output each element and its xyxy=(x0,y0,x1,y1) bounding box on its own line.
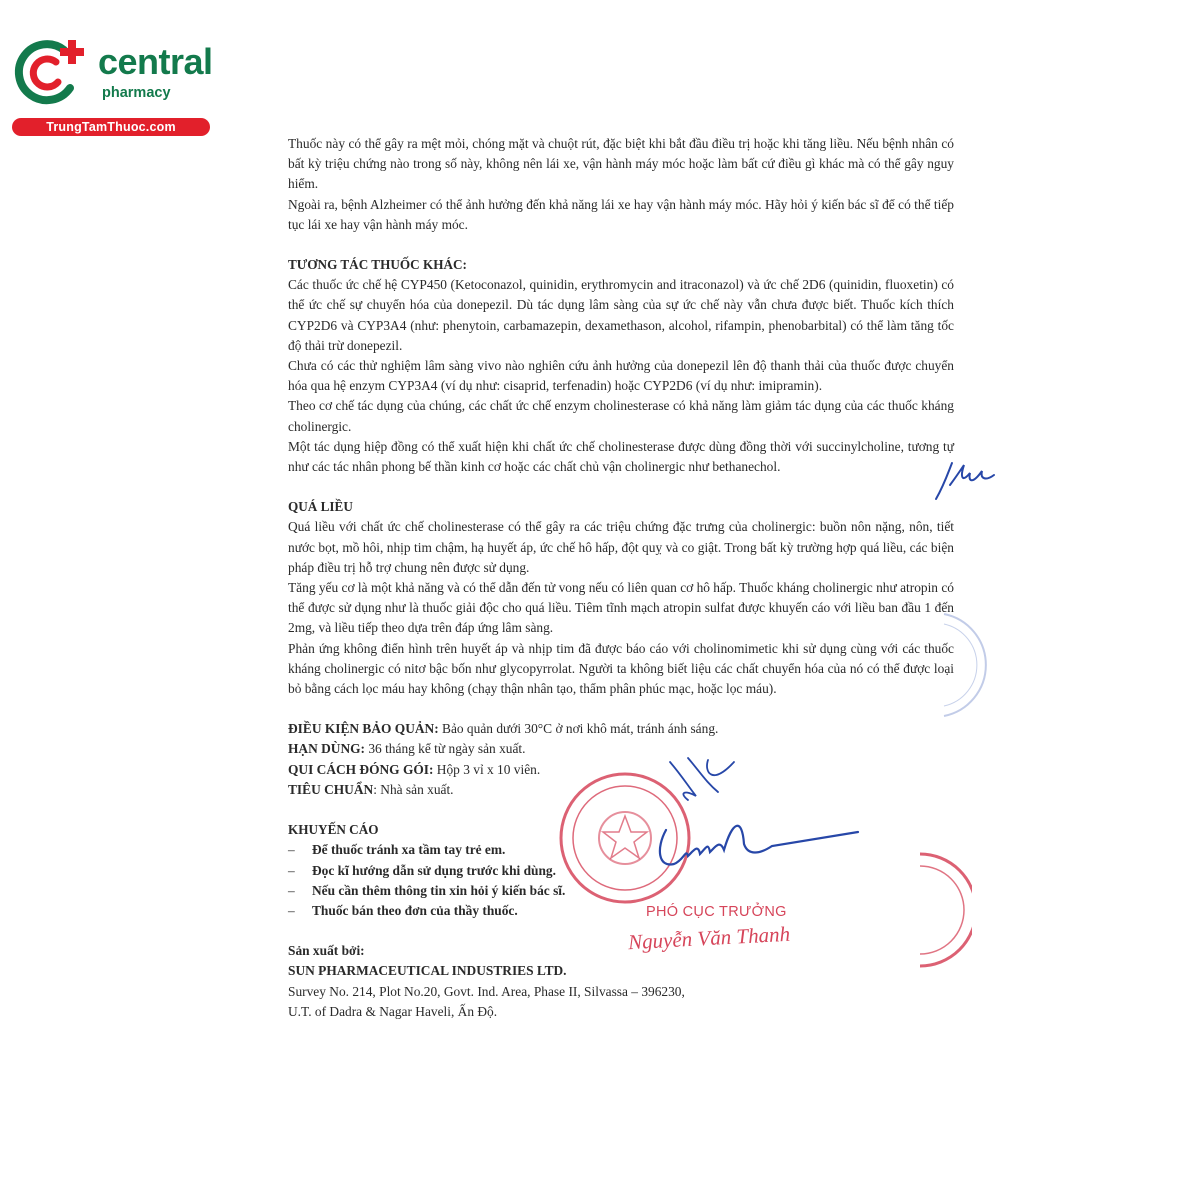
manufacturer-address-line-1: Survey No. 214, Plot No.20, Govt. Ind. Area, Phase II, Silvassa – 396230, xyxy=(288,983,685,999)
expiry-line xyxy=(288,739,954,759)
interactions-paragraph-4: Một tác dụng hiệp đồng có thể xuất hiện khi chất ức chế cholinesterase được dùng đồng thời với succinylcholine, tương tự như các tác nhân phong bế thần kinh cơ hoặc các chất chủ vận cholinergic như bethanechol. xyxy=(288,438,954,475)
leaflet-page xyxy=(288,134,954,1022)
signatory-name: Nguyễn Văn Thanh xyxy=(627,921,791,955)
pharmacy-cross-logo-icon xyxy=(12,38,92,108)
warning-text: Đọc kĩ hướng dẫn sử dụng trước khi dùng. xyxy=(312,862,556,878)
expiry-label: HẠN DÙNG: xyxy=(288,741,365,757)
expiry-value: 36 tháng kể từ ngày sản xuất. xyxy=(365,741,526,757)
overdose-section xyxy=(288,497,954,699)
signatory-title: PHÓ CỤC TRƯỞNG xyxy=(646,904,787,920)
overdose-paragraph-3: Phản ứng không điển hình trên huyết áp và nhịp tim đã được báo cáo với cholinomimetic khi sử dụng cùng với các thuốc kháng cholinergic có nitơ bậc bốn như glycopyrrolat. Người ta không biết liệu các chất chuyển hóa của nó có thể được loại bỏ bằng cách lọc máu hay không (chạy thận nhân tạo, thẩm phân phúc mạc, hoặc lọc máu). xyxy=(288,640,954,697)
interactions-heading: TƯƠNG TÁC THUỐC KHÁC: xyxy=(288,257,467,273)
product-info-section xyxy=(288,719,954,800)
interactions-paragraph-2: Chưa có các thử nghiệm lâm sàng vivo nào nghiên cứu ảnh hưởng của donepezil lên độ thanh thải của thuốc được chuyển hóa qua hệ enzym CYP3A4 (ví dụ như: cisaprid, terfenadin) hoặc CYP2D6 (ví dụ như: imipramin). xyxy=(288,358,954,394)
list-item xyxy=(288,840,954,860)
warning-text: Để thuốc tránh xa tầm tay trẻ em. xyxy=(312,842,506,858)
manufacturer-label: Sản xuất bởi: xyxy=(288,943,365,959)
brand-name: central xyxy=(98,41,213,82)
standard-line xyxy=(288,780,954,800)
warnings-heading: KHUYẾN CÁO xyxy=(288,822,379,838)
packing-value: Hộp 3 vỉ x 10 viên. xyxy=(433,761,541,777)
overdose-heading: QUÁ LIỀU xyxy=(288,499,353,515)
storage-line xyxy=(288,719,954,739)
alzheimer-driving-paragraph: Ngoài ra, bệnh Alzheimer có thể ảnh hưởng đến khả năng lái xe hay vận hành máy móc. Hãy hỏi ý kiến bác sĩ để có thể tiếp tục lái xe hay vận hành máy móc. xyxy=(288,196,954,232)
list-dash: – xyxy=(288,842,295,858)
interactions-section xyxy=(288,255,954,477)
driving-warning-paragraph: Thuốc này có thể gây ra mệt mỏi, chóng mặt và chuột rút, đặc biệt khi bắt đầu điều trị hoặc khi tăng liều. Nếu bệnh nhân có bất kỳ triệu chứng nào trong số này, không nên lái xe, vận hành máy móc hoặc làm bất cứ điều gì khác mà có thể gây nguy hiểm. xyxy=(288,136,954,192)
packing-line xyxy=(288,760,954,780)
storage-value: Bảo quản dưới 30°C ở nơi khô mát, tránh ánh sáng. xyxy=(438,721,719,737)
brand-logo[interactable] xyxy=(12,38,212,138)
list-item xyxy=(288,861,954,881)
warnings-list xyxy=(288,840,954,921)
warning-text: Thuốc bán theo đơn của thầy thuốc. xyxy=(312,902,518,918)
overdose-paragraph-2: Tăng yếu cơ là một khả năng và có thể dẫn đến tử vong nếu có liên quan cơ hô hấp. Thuốc kháng cholinergic như atropin có thể được sử dụng như là thuốc giải độc cho quá liều. Tiêm tĩnh mạch atropin sulfat được khuyến cáo với liều ban đầu 1 đến 2mg, và liều tiếp theo dựa trên đáp ứng lâm sàng. xyxy=(288,580,954,636)
manufacturer-address-line-2: U.T. of Dadra & Nagar Haveli, Ấn Độ. xyxy=(288,1003,498,1019)
list-dash: – xyxy=(288,902,295,918)
standard-label: TIÊU CHUẨN xyxy=(288,781,374,797)
interactions-paragraph-1: Các thuốc ức chế hệ CYP450 (Ketoconazol, quinidin, erythromycin and itraconazol) và ức chế 2D6 (quinidin, fluoxetin) có thể ức chế sự chuyển hóa của donepezil. Dù tác dụng lâm sàng của sự ức chế này vẫn chưa được biết. Thuốc kích thích CYP2D6 và CYP3A4 (như: phenytoin, carbamazepin, dexamethason, alcohol, rifampin, phenobarbital) có thể làm tăng tốc độ thải trừ donepezil. xyxy=(288,277,954,353)
list-item xyxy=(288,881,954,901)
warnings-section xyxy=(288,820,954,921)
brand-website-link[interactable]: TrungTamThuoc.com xyxy=(12,118,210,136)
interactions-paragraph-3: Theo cơ chế tác dụng của chúng, các chất ức chế enzym cholinesterase có khả năng làm giảm tác dụng của các thuốc kháng cholinergic. xyxy=(288,398,954,434)
packing-label: QUI CÁCH ĐÓNG GÓI: xyxy=(288,761,434,777)
list-dash: – xyxy=(288,882,295,898)
manufacturer-name: SUN PHARMACEUTICAL INDUSTRIES LTD. xyxy=(288,963,567,979)
warning-text: Nếu cần thêm thông tin xin hỏi ý kiến bác sĩ. xyxy=(312,882,566,898)
brand-subtitle: pharmacy xyxy=(102,85,171,101)
storage-label: ĐIỀU KIỆN BẢO QUẢN: xyxy=(288,721,439,737)
manufacturer-section xyxy=(288,941,954,1022)
overdose-paragraph-1: Quá liều với chất ức chế cholinesterase có thể gây ra các triệu chứng đặc trưng của cholinergic: buồn nôn nặng, nôn, tiết nước bọt, mồ hôi, nhịp tim chậm, hạ huyết áp, ức chế hô hấp, đột quỵ và co giật. Trong bất kỳ trường hợp quá liều, các biện pháp điều trị hỗ trợ chung nên được sử dụng. xyxy=(288,519,954,575)
standard-value: : Nhà sản xuất. xyxy=(373,781,454,797)
list-item xyxy=(288,901,954,921)
list-dash: – xyxy=(288,862,295,878)
